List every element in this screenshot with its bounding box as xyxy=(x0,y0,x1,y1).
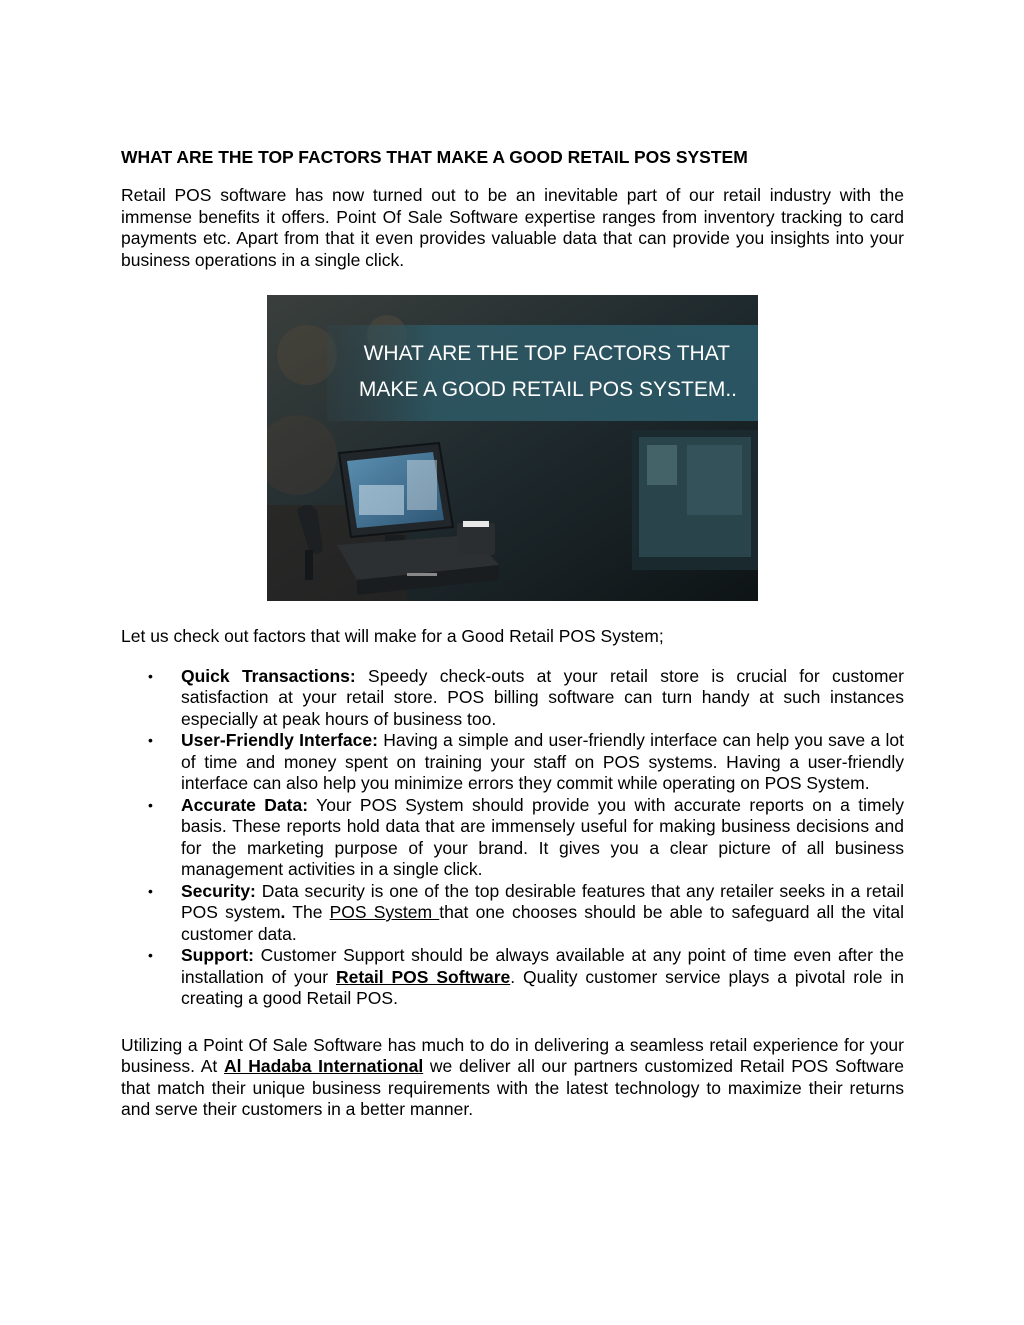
bullet-glyph: • xyxy=(148,732,153,748)
bullet-glyph: • xyxy=(148,667,153,684)
factor-text: Your POS System should provide you with accurate reports on a timely basis. These reports hold data that are immensely useful for making business decisions and for the marketing purpose of your brand. It gives you a clear picture of all business management activities in a single click. xyxy=(181,794,904,879)
factor-label: Support: xyxy=(181,945,254,965)
factor-text: Speedy check-outs at your retail store is crucial for customer satisfaction at your retail store. POS billing software can turn handy at such instances especially at peak hours of business too. xyxy=(181,665,904,729)
list-item xyxy=(121,730,904,795)
list-item xyxy=(121,945,904,1010)
intro-paragraph: Retail POS software has now turned out to be an inevitable part of our retail industry with the immense benefits it offers. Point Of Sale Software expertise ranges from inventory tracking to card payments etc. Apart from that it even provides valuable data that can provide you insights into your business operations in a single click. xyxy=(121,185,904,270)
banner-line-1: WHAT ARE THE TOP FACTORS THAT xyxy=(363,342,730,365)
factors-list xyxy=(121,666,904,1010)
factor-label: User-Friendly Interface: xyxy=(181,730,378,750)
page-title: WHAT ARE THE TOP FACTORS THAT MAKE A GOOD RETAIL POS SYSTEM xyxy=(121,147,748,167)
closing-paragraph xyxy=(121,1035,904,1121)
closing-text: Utilizing a Point Of Sale Software has much to do in delivering a seamless retail experience for your business. At xyxy=(121,1034,904,1076)
banner-line-2: MAKE A GOOD RETAIL POS SYSTEM.. xyxy=(358,378,737,401)
factor-text: Having a simple and user-friendly interface can help you save a lot of time and money spent on training your staff on POS systems. Having a user-friendly interface can also help you minimize errors they commit while operating on POS System. xyxy=(181,730,904,793)
factor-text: . Quality customer service plays a pivotal role in creating a good Retail POS. xyxy=(181,966,904,1008)
banner-image xyxy=(267,295,758,601)
factor-label: Accurate Data: xyxy=(181,794,309,815)
list-item xyxy=(121,795,904,881)
factor-text: Data security is one of the top desirable features that any retailer seeks in a retail POS system xyxy=(181,880,904,922)
bullet-glyph: • xyxy=(148,882,153,899)
list-item xyxy=(121,666,904,731)
pos-system-link[interactable]: POS System xyxy=(329,902,440,922)
retail-pos-software-link[interactable]: Retail POS Software xyxy=(335,966,511,987)
bullet-glyph: • xyxy=(148,796,153,813)
bullet-glyph: • xyxy=(148,947,153,963)
factor-label: Security: xyxy=(181,880,256,901)
lead-sentence: Let us check out factors that will make for a Good Retail POS System; xyxy=(121,626,664,646)
factor-period: . xyxy=(280,902,286,922)
factor-text: that one chooses should be able to safeguard all the vital customer data. xyxy=(181,902,904,944)
list-item xyxy=(121,881,904,946)
factor-label: Quick Transactions: xyxy=(181,665,356,686)
al-hadaba-link[interactable]: Al Hadaba International xyxy=(223,1056,424,1076)
closing-text: we deliver all our partners customized Retail POS Software that match their unique business requirements with the latest technology to maximize their returns and serve their customers in a better manner. xyxy=(121,1056,904,1119)
factor-text: The xyxy=(285,902,330,922)
factor-text: Customer Support should be always available at any point of time even after the installation of your xyxy=(181,945,904,987)
document-body xyxy=(121,146,904,1121)
